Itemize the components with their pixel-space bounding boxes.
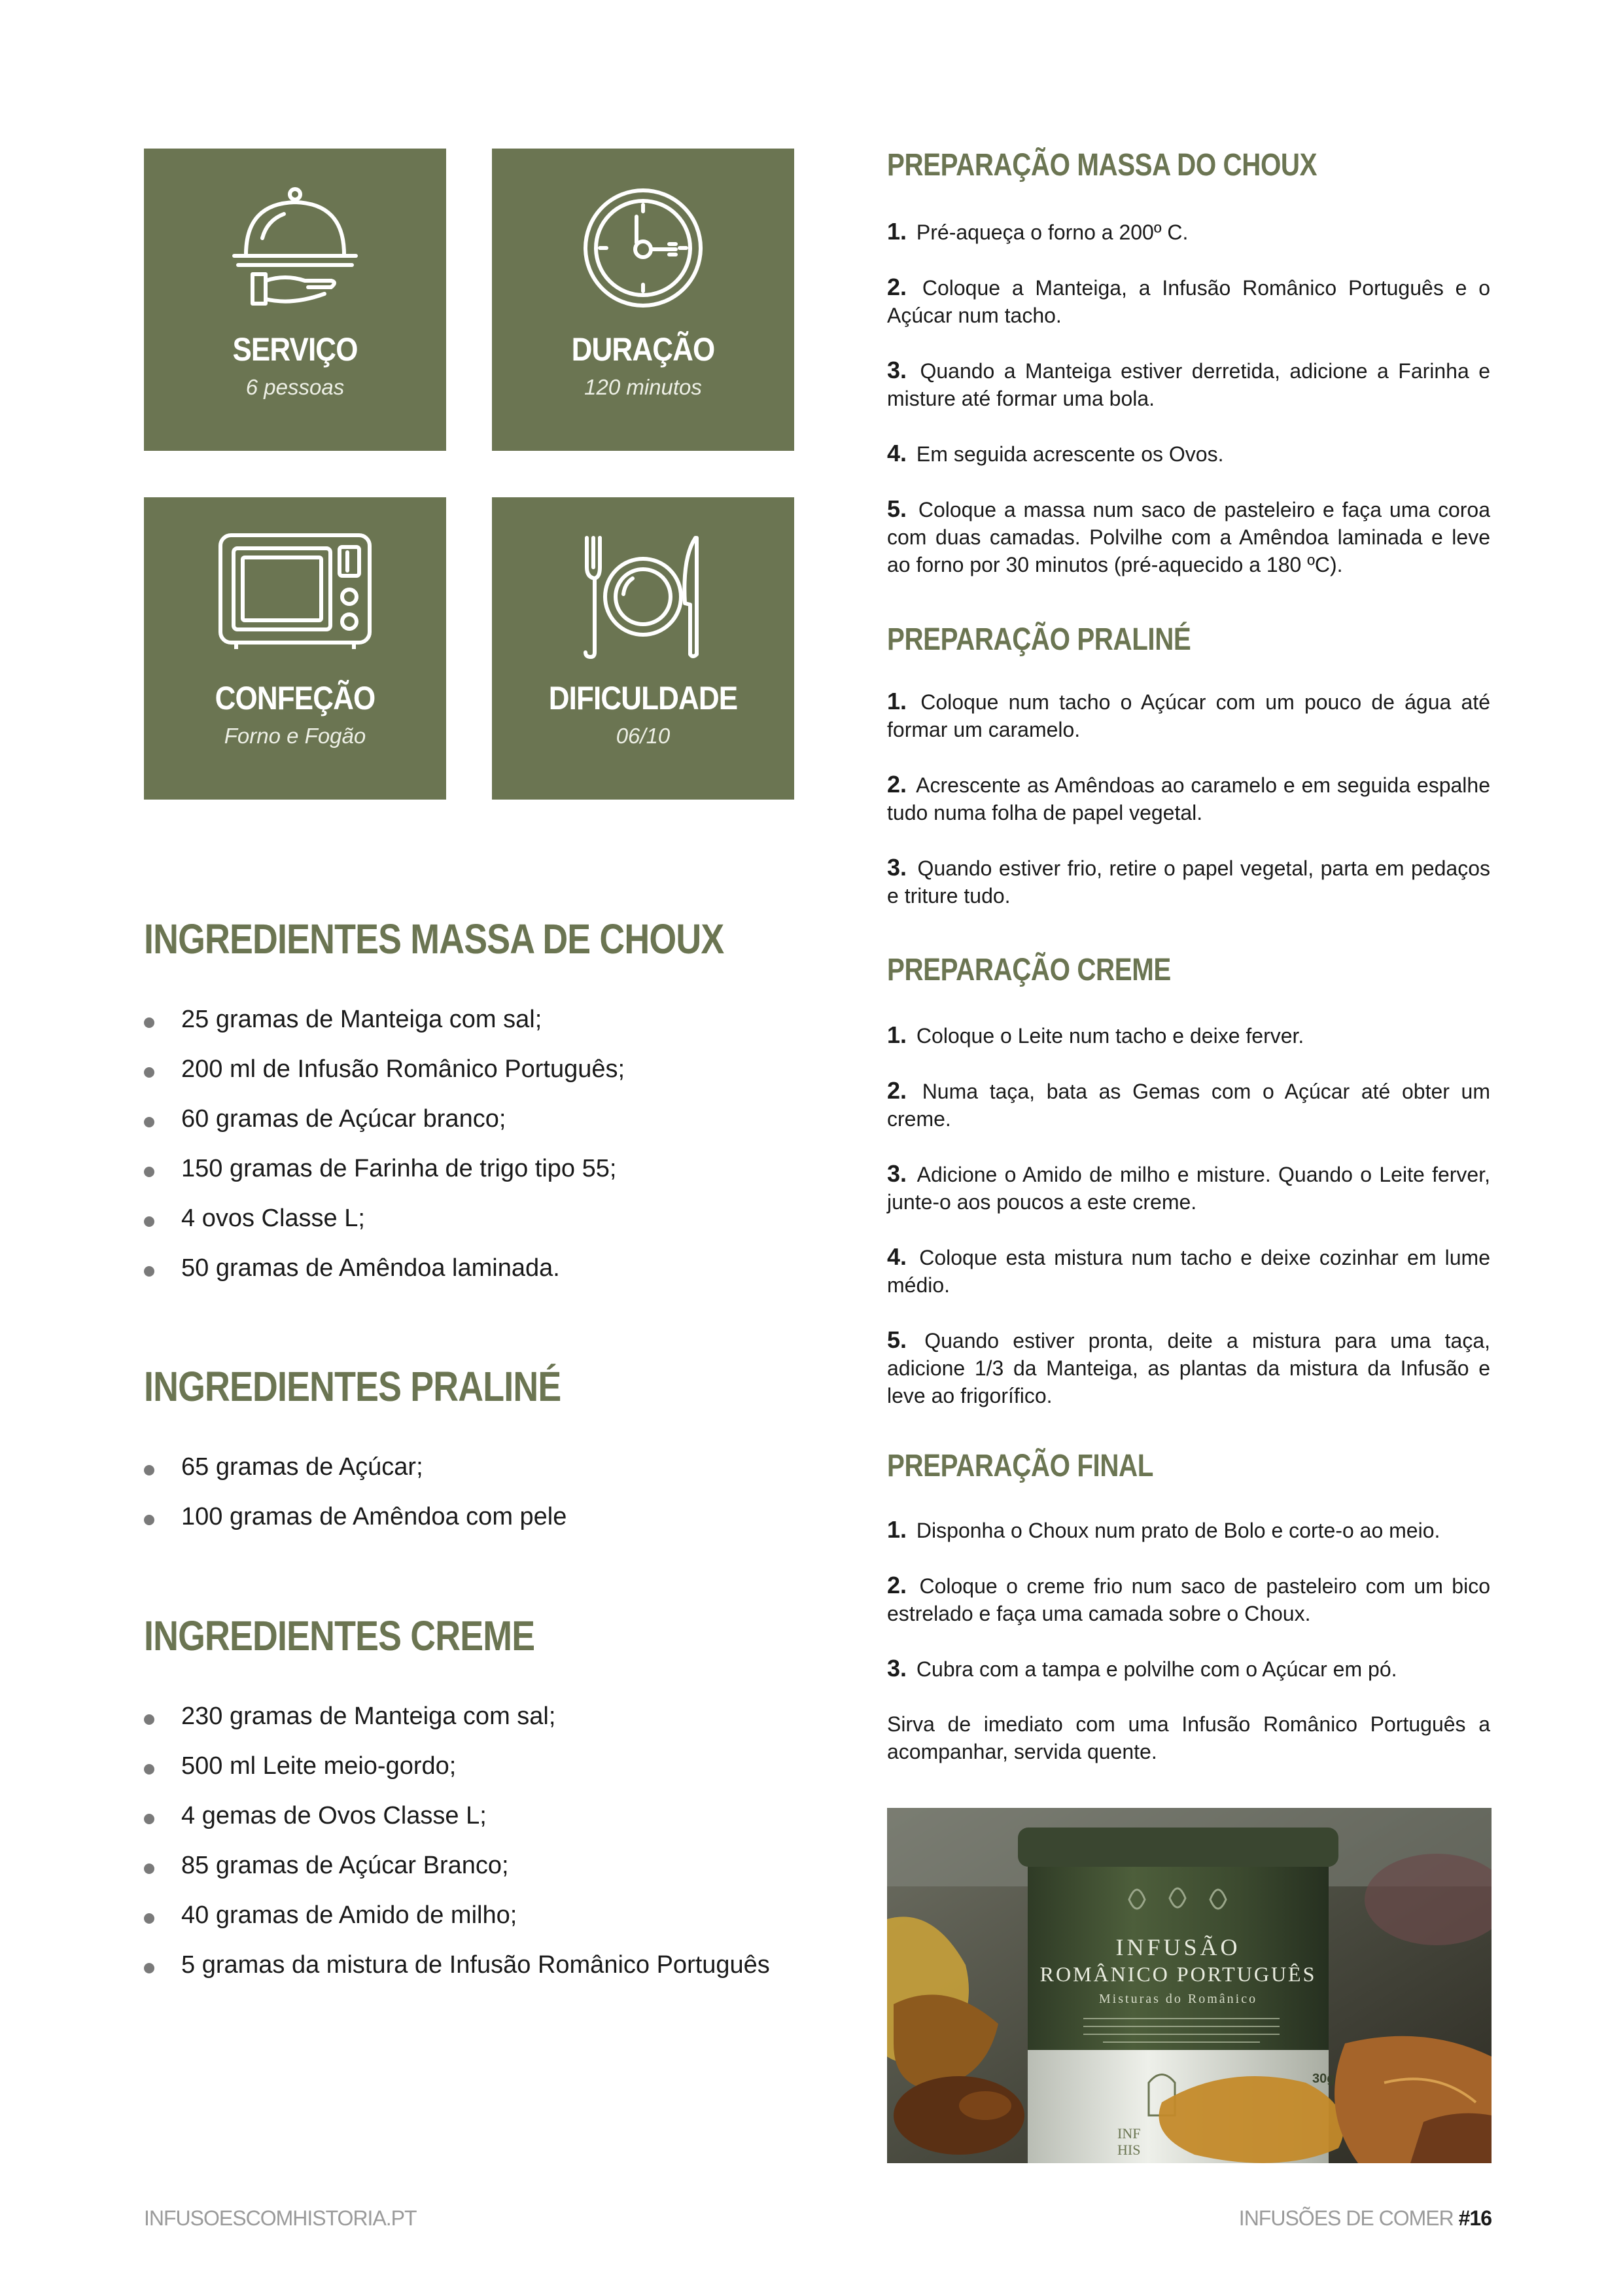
svg-text:HIS: HIS xyxy=(1117,2142,1141,2158)
step: 2. Coloque o creme frio num saco de pasteleiro com um bico estrelado e faça uma camada sobre o Choux. xyxy=(887,1572,1490,1625)
prep-choux-steps xyxy=(887,218,1490,606)
svg-text:INFUSÃO: INFUSÃO xyxy=(1115,1934,1241,1960)
ingredients-choux-title: INGREDIENTES MASSA DE CHOUX xyxy=(144,915,724,963)
svg-text:30g: 30g xyxy=(1312,2072,1335,2086)
plate-cutlery-icon xyxy=(578,531,708,662)
list-item: 5 gramas da mistura de Infusão Românico Português xyxy=(144,1949,770,1998)
prep-creme-steps xyxy=(887,1021,1490,1437)
list-item: 50 gramas de Amêndoa laminada. xyxy=(144,1252,625,1301)
tile-subtitle: 120 minutos xyxy=(584,375,702,399)
bullet xyxy=(144,1067,154,1078)
ingredients-creme-title: INGREDIENTES CREME xyxy=(144,1612,535,1659)
footer-website: INFUSOESCOMHISTORIA.PT xyxy=(144,2206,417,2230)
list-item: 200 ml de Infusão Românico Português; xyxy=(144,1053,625,1103)
step: 1. Coloque o Leite num tacho e deixe ferver. xyxy=(887,1021,1304,1048)
step: 3. Quando a Manteiga estiver derretida, adicione a Farinha e misture até formar uma bola. xyxy=(887,357,1491,410)
bullet xyxy=(144,1266,154,1277)
tile-title: CONFEÇÃO xyxy=(215,680,375,716)
bullet xyxy=(144,1863,154,1874)
closing-text: Sirva de imediato com uma Infusão Românico Português a acompanhar, servida quente. xyxy=(887,1712,1490,1763)
tile-subtitle: 06/10 xyxy=(616,724,671,748)
list-item: 100 gramas de Amêndoa com pele xyxy=(144,1500,567,1550)
bullet xyxy=(144,1963,154,1973)
list-item: 230 gramas de Manteiga com sal; xyxy=(144,1700,770,1750)
bullet xyxy=(144,1764,154,1775)
prep-creme-title: PREPARAÇÃO CREME xyxy=(887,953,1171,987)
step: 5. Coloque a massa num saco de pasteleiro e faça uma coroa com duas camadas. Polvilhe com a Amêndoa laminada e leve ao forno por 30 minutos (pré-aquecido a 180 ºC). xyxy=(887,495,1491,576)
bullet xyxy=(144,1017,154,1028)
bullet xyxy=(144,1216,154,1227)
prep-final-title: PREPARAÇÃO FINAL xyxy=(887,1449,1153,1483)
serving-cloche-icon xyxy=(226,183,364,313)
list-item: 65 gramas de Açúcar; xyxy=(144,1451,567,1500)
list-item: 85 gramas de Açúcar Branco; xyxy=(144,1849,770,1899)
prep-final-steps xyxy=(887,1516,1490,1793)
step: 4. Coloque esta mistura num tacho e deixe cozinhar em lume médio. xyxy=(887,1243,1491,1297)
tile-title: DIFICULDADE xyxy=(548,680,738,716)
list-item: 60 gramas de Açúcar branco; xyxy=(144,1103,625,1152)
step: 5. Quando estiver pronta, deite a mistura para uma taça, adicione 1/3 da Manteiga, as plantas da mistura da Infusão e leve ao frigorífico. xyxy=(887,1326,1491,1407)
svg-text:INF: INF xyxy=(1117,2125,1141,2142)
bullet xyxy=(144,1167,154,1177)
tile-confecao xyxy=(144,497,446,800)
prep-praline-steps xyxy=(887,688,1490,937)
step: 3. Cubra com a tampa e polvilhe com o Açúcar em pó. xyxy=(887,1655,1397,1682)
svg-text:Misturas do Românico: Misturas do Românico xyxy=(1098,1992,1258,2006)
tile-servico xyxy=(144,149,446,451)
ingredients-creme-list xyxy=(144,1700,770,1998)
bullet xyxy=(144,1515,154,1525)
list-item: 150 gramas de Farinha de trigo tipo 55; xyxy=(144,1152,625,1202)
clock-icon xyxy=(578,183,708,313)
product-photo xyxy=(887,1808,1492,2163)
microwave-oven-icon xyxy=(217,531,374,649)
prep-choux-title: PREPARAÇÃO MASSA DO CHOUX xyxy=(887,148,1318,183)
svg-text:ROMÂNICO PORTUGUÊS: ROMÂNICO PORTUGUÊS xyxy=(1039,1962,1317,1986)
list-item: 4 ovos Classe L; xyxy=(144,1202,625,1252)
list-item: 500 ml Leite meio-gordo; xyxy=(144,1750,770,1799)
tile-title: DURAÇÃO xyxy=(571,331,715,368)
bullet xyxy=(144,1714,154,1725)
step: 2. Numa taça, bata as Gemas com o Açúcar até obter um creme. xyxy=(887,1077,1491,1131)
bullet xyxy=(144,1117,154,1127)
ingredients-praline-title: INGREDIENTES PRALINÉ xyxy=(144,1363,561,1410)
bullet xyxy=(144,1465,154,1475)
list-item: 25 gramas de Manteiga com sal; xyxy=(144,1003,625,1053)
tile-subtitle: Forno e Fogão xyxy=(224,724,366,748)
tile-dificuldade xyxy=(492,497,794,800)
prep-praline-title: PREPARAÇÃO PRALINÉ xyxy=(887,622,1191,657)
step: 2. Acrescente as Amêndoas ao caramelo e em seguida espalhe tudo numa folha de papel vegetal. xyxy=(887,771,1491,824)
footer-section: INFUSÕES DE COMER xyxy=(1238,2206,1454,2230)
tile-subtitle: 6 pessoas xyxy=(245,375,345,399)
list-item: 40 gramas de Amido de milho; xyxy=(144,1899,770,1949)
step: 3. Adicione o Amido de milho e misture. Quando o Leite ferver, junte-o aos poucos a este creme. xyxy=(887,1160,1490,1214)
tile-duracao xyxy=(492,149,794,451)
tile-title: SERVIÇO xyxy=(232,331,358,368)
step: 1. Pré-aqueça o forno a 200º C. xyxy=(887,218,1189,245)
step: 3. Quando estiver frio, retire o papel vegetal, parta em pedaços e triture tudo. xyxy=(887,854,1491,908)
tea-can-illustration xyxy=(887,1808,1492,2163)
ingredients-choux-list xyxy=(144,1003,625,1301)
step: 2. Coloque a Manteiga, a Infusão Românico Português e o Açúcar num tacho. xyxy=(887,274,1491,327)
bullet xyxy=(144,1814,154,1824)
ingredients-praline-list xyxy=(144,1451,567,1550)
page-number: #16 xyxy=(1458,2206,1492,2230)
footer-page-info xyxy=(1239,2206,1492,2231)
step: 1. Disponha o Choux num prato de Bolo e corte-o ao meio. xyxy=(887,1516,1440,1543)
step: 1. Coloque num tacho o Açúcar com um pouco de água até formar um caramelo. xyxy=(887,688,1491,741)
bullet xyxy=(144,1913,154,1924)
list-item: 4 gemas de Ovos Classe L; xyxy=(144,1799,770,1849)
step: 4. Em seguida acrescente os Ovos. xyxy=(887,440,1224,467)
